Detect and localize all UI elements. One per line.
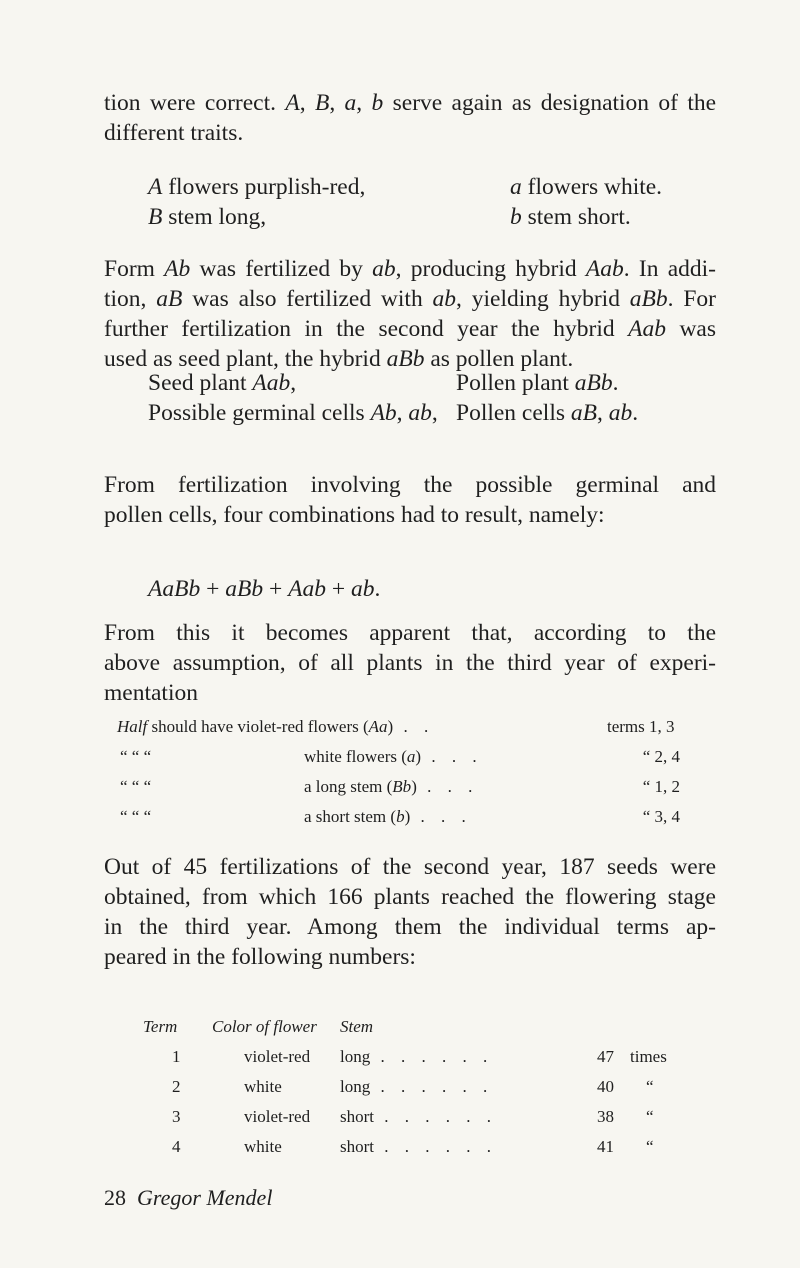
- pollen-plant: Pollen plant aBb.: [456, 370, 619, 396]
- text-line: mentation: [104, 680, 198, 706]
- text-line: in the third year. Among them the individual terms ap-: [104, 914, 716, 940]
- text-line: further fertilization in the second year the hybrid Aab was: [104, 316, 716, 342]
- text-line: obtained, from which 166 plants reached the flowering stage: [104, 884, 716, 910]
- table-cell-stem: long . . . . . .: [340, 1077, 494, 1096]
- text-line: used as seed plant, the hybrid aBb as pollen plant.: [104, 346, 574, 372]
- expectation-row: a short stem (b) . . .: [304, 807, 472, 826]
- table-cell-color: white: [244, 1077, 282, 1096]
- table-cell-term: 1: [172, 1047, 181, 1066]
- germinal-cells: Possible germinal cells Ab, ab,: [148, 400, 438, 426]
- table-cell-color: violet-red: [244, 1047, 311, 1066]
- table-cell-stem: long . . . . . .: [340, 1047, 494, 1066]
- text-line: peared in the following numbers:: [104, 944, 416, 970]
- expectation-terms: “ 1, 2: [642, 777, 680, 796]
- text-line: Form Ab was fertilized by ab, producing hybrid Aab. In addi-: [104, 256, 716, 282]
- table-cell-term: 4: [172, 1137, 181, 1156]
- text-line: tion were correct. A, B, a, b serve again as designation of the: [104, 90, 717, 116]
- table-header-term: Term: [143, 1017, 178, 1036]
- trait-a-recessive: a flowers white.: [510, 174, 663, 200]
- expectation-row: a long stem (Bb) . . .: [304, 777, 479, 796]
- ditto-marks: “ “ “: [120, 777, 152, 796]
- trait-a-dominant: A flowers purplish-red,: [148, 174, 366, 200]
- table-cell-count: 41: [597, 1137, 614, 1156]
- ditto-marks: “ “ “: [120, 807, 152, 826]
- table-cell-term: 2: [172, 1077, 181, 1096]
- text-line: pollen cells, four combinations had to result, namely:: [104, 502, 605, 528]
- table-cell-color: white: [244, 1137, 282, 1156]
- paragraph-results: [104, 852, 716, 972]
- combination-formula: AaBb + aBb + Aab + ab.: [148, 576, 381, 602]
- text-line: Out of 45 fertilizations of the second year, 187 seeds were: [104, 854, 716, 880]
- expectation-terms: terms 1, 3: [607, 717, 675, 736]
- table-cell-count: 38: [597, 1107, 614, 1126]
- page-number: 28: [104, 1185, 126, 1210]
- expectation-row: white flowers (a) . . .: [304, 747, 483, 766]
- table-cell-unit: times: [630, 1047, 667, 1066]
- paragraph-hybrids: [104, 254, 716, 374]
- page-footer: [104, 1185, 272, 1211]
- trait-b-recessive: b stem short.: [510, 204, 631, 230]
- expectation-terms: “ 2, 4: [642, 747, 680, 766]
- running-author: Gregor Mendel: [137, 1185, 273, 1210]
- trait-b-dominant: B stem long,: [148, 204, 267, 230]
- table-cell-count: 47: [597, 1047, 614, 1066]
- ditto-marks: “ “ “: [120, 747, 152, 766]
- text-line: From fertilization involving the possible germinal and: [104, 472, 716, 498]
- paragraph-intro: [104, 88, 716, 148]
- table-cell-unit: “: [646, 1107, 654, 1126]
- text-line: different traits.: [104, 120, 244, 146]
- table-cell-count: 40: [597, 1077, 614, 1096]
- text-line: tion, aB was also fertilized with ab, yielding hybrid aBb. For: [104, 286, 716, 312]
- expectation-row: Half should have violet-red flowers (Aa) . .: [117, 717, 435, 736]
- table-header-color: Color of flower: [212, 1017, 317, 1036]
- text-line: above assumption, of all plants in the third year of experi-: [104, 650, 716, 676]
- table-cell-unit: “: [646, 1077, 654, 1096]
- table-header-stem: Stem: [340, 1017, 374, 1036]
- table-cell-unit: “: [646, 1137, 654, 1156]
- table-cell-color: violet-red: [244, 1107, 311, 1126]
- seed-plant: Seed plant Aab,: [148, 370, 297, 396]
- text-line: From this it becomes apparent that, according to the: [104, 620, 716, 646]
- table-cell-stem: short . . . . . .: [340, 1137, 497, 1156]
- paragraph-combinations: [104, 470, 716, 530]
- table-cell-stem: short . . . . . .: [340, 1107, 497, 1126]
- paragraph-expectation: [104, 618, 716, 708]
- table-cell-term: 3: [172, 1107, 181, 1126]
- pollen-cells: Pollen cells aB, ab.: [456, 400, 639, 426]
- expectation-terms: “ 3, 4: [642, 807, 680, 826]
